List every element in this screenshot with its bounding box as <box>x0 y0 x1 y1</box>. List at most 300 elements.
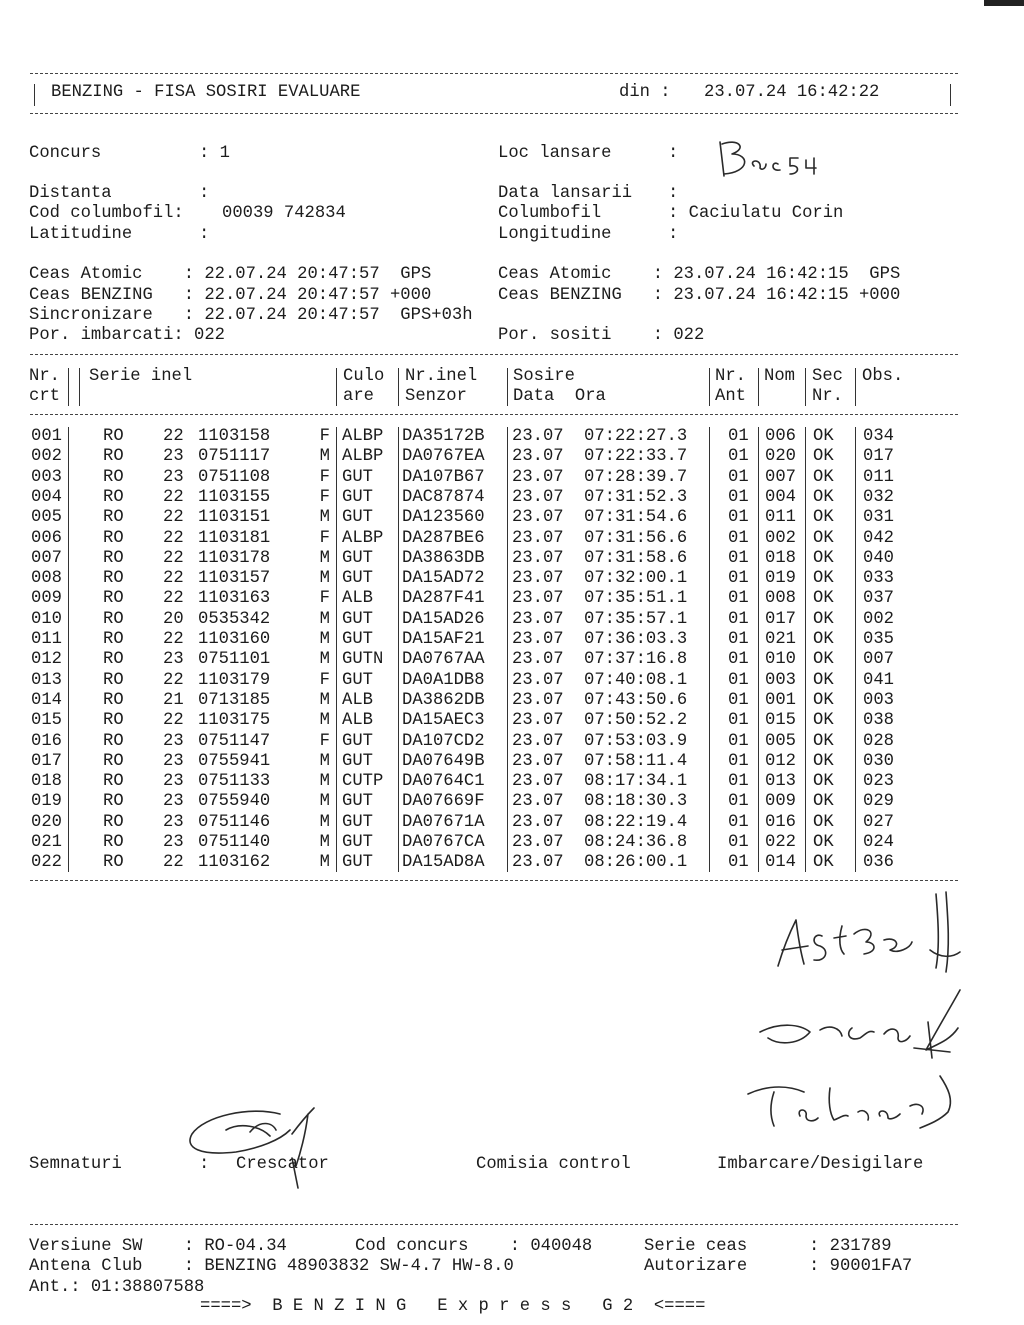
col-culoare-header-2: are <box>343 387 374 406</box>
cell-sensor: DAC87874 <box>402 487 485 507</box>
cell-sensor: DA15AD8A <box>402 853 485 873</box>
cell-obs: 032 <box>863 487 894 507</box>
cell-time: 07:35:57.1 <box>584 609 688 629</box>
cell-time: 07:28:39.7 <box>584 467 688 487</box>
cell-color: ALBP <box>342 528 384 548</box>
cell-year: 23 <box>163 731 184 751</box>
body-col-sep <box>758 427 759 872</box>
cell-date: 23.07 <box>512 467 564 487</box>
cell-sensor: DA0A1DB8 <box>402 670 485 690</box>
cell-date: 23.07 <box>512 711 564 731</box>
cell-country: RO <box>103 447 124 467</box>
table-row <box>0 853 1024 873</box>
cell-nr: 003 <box>31 467 62 487</box>
cell-ant: 01 <box>728 569 749 589</box>
cell-year: 21 <box>163 690 184 710</box>
cell-date: 23.07 <box>512 630 564 649</box>
table-row <box>0 488 1024 508</box>
cell-sex: M <box>319 569 330 589</box>
cell-ring: 1103155 <box>198 487 271 507</box>
cell-ant: 01 <box>728 548 749 568</box>
cell-time: 07:50:52.2 <box>584 711 688 731</box>
cell-ring: 0751101 <box>198 650 271 670</box>
cell-nom: 010 <box>765 650 796 670</box>
cell-sec: OK <box>813 650 834 670</box>
serie-ceas: Serie ceas : 231789 <box>644 1237 892 1256</box>
cell-sex: M <box>319 751 330 771</box>
cell-date: 23.07 <box>512 528 564 548</box>
cell-obs: 038 <box>863 711 894 731</box>
cell-sensor: DA0767AA <box>402 650 485 670</box>
cell-time: 08:18:30.3 <box>584 792 688 812</box>
cell-ring: 0751108 <box>198 467 271 487</box>
cell-year: 22 <box>163 711 184 731</box>
cell-color: ALBP <box>342 447 384 467</box>
cell-year: 23 <box>163 812 184 832</box>
cell-nom: 009 <box>765 792 796 812</box>
cell-date: 23.07 <box>512 772 564 792</box>
cell-sec: OK <box>813 447 834 467</box>
cod-concurs: Cod concurs : 040048 <box>355 1237 593 1256</box>
body-col-sep <box>68 427 69 872</box>
cell-date: 23.07 <box>512 853 564 873</box>
cell-nom: 019 <box>765 569 796 589</box>
cell-nr: 006 <box>31 528 62 548</box>
cell-color: GUT <box>342 569 373 589</box>
cell-nr: 012 <box>31 650 62 670</box>
cell-sex: F <box>319 589 330 609</box>
col-sec-header-2: Nr. <box>812 387 843 406</box>
cell-sec: OK <box>813 772 834 792</box>
cell-time: 08:22:19.4 <box>584 812 688 832</box>
cell-country: RO <box>103 508 124 528</box>
cell-sensor: DA287F41 <box>402 589 485 609</box>
cell-obs: 003 <box>863 690 894 710</box>
cell-sex: F <box>319 467 330 487</box>
cell-ring: 1103175 <box>198 711 271 731</box>
cell-nr: 007 <box>31 548 62 568</box>
header-top-rule <box>30 73 958 74</box>
por-imbarcati: Por. imbarcati: 022 <box>29 326 225 345</box>
cell-nr: 008 <box>31 569 62 589</box>
cell-ant: 01 <box>728 528 749 548</box>
table-row <box>0 508 1024 528</box>
cell-ant: 01 <box>728 751 749 771</box>
cell-obs: 033 <box>863 569 894 589</box>
commission-signature-2 <box>750 988 965 1068</box>
cell-obs: 030 <box>863 751 894 771</box>
cod-columbofil-label: Cod columbofil: <box>29 204 184 223</box>
cell-time: 08:24:36.8 <box>584 833 688 852</box>
cell-sensor: DA0767CA <box>402 833 485 852</box>
crescator-label: Crescator <box>236 1155 329 1174</box>
cell-country: RO <box>103 690 124 710</box>
cell-time: 07:36:03.3 <box>584 630 688 649</box>
cell-ring: 1103162 <box>198 853 271 873</box>
cell-sec: OK <box>813 548 834 568</box>
body-col-sep <box>805 427 806 872</box>
cell-time: 07:35:51.1 <box>584 589 688 609</box>
cell-ring: 1103158 <box>198 427 271 446</box>
table-row <box>0 650 1024 670</box>
cell-time: 07:37:16.8 <box>584 650 688 670</box>
cell-nom: 007 <box>765 467 796 487</box>
col-nr-header: Nr. <box>29 367 60 386</box>
cell-color: ALBP <box>342 427 384 446</box>
cell-obs: 017 <box>863 447 894 467</box>
cell-color: GUT <box>342 751 373 771</box>
cell-country: RO <box>103 812 124 832</box>
cell-date: 23.07 <box>512 508 564 528</box>
commission-signature-1 <box>760 888 970 988</box>
cell-color: ALB <box>342 690 373 710</box>
cell-time: 07:58:11.4 <box>584 751 688 771</box>
cell-ring: 0751133 <box>198 772 271 792</box>
cell-nr: 022 <box>31 853 62 873</box>
cell-country: RO <box>103 548 124 568</box>
header-col-sep <box>79 368 80 406</box>
por-sositi: Por. sositi : 022 <box>498 326 705 345</box>
cell-country: RO <box>103 609 124 629</box>
cell-sex: F <box>319 670 330 690</box>
cell-year: 23 <box>163 650 184 670</box>
cell-nr: 005 <box>31 508 62 528</box>
cell-country: RO <box>103 427 124 446</box>
table-row <box>0 468 1024 488</box>
header-col-sep <box>68 368 69 406</box>
cell-ring: 1103163 <box>198 589 271 609</box>
cell-sec: OK <box>813 731 834 751</box>
cell-ant: 01 <box>728 508 749 528</box>
body-col-sep <box>507 427 508 872</box>
crescator-signature <box>180 1100 330 1190</box>
cell-sex: M <box>319 772 330 792</box>
cell-color: CUTP <box>342 772 384 792</box>
cell-sex: M <box>319 853 330 873</box>
cell-sex: M <box>319 792 330 812</box>
cell-date: 23.07 <box>512 569 564 589</box>
cell-year: 22 <box>163 630 184 649</box>
table-row <box>0 529 1024 549</box>
cell-nr: 016 <box>31 731 62 751</box>
data-lansarii-label: Data lansarii <box>498 184 633 203</box>
cell-country: RO <box>103 569 124 589</box>
cell-color: GUT <box>342 467 373 487</box>
cell-obs: 027 <box>863 812 894 832</box>
cell-sex: M <box>319 447 330 467</box>
versiune-sw: Versiune SW : RO-04.34 <box>29 1237 287 1256</box>
semnaturi-sep: : <box>199 1155 210 1174</box>
cell-sensor: DA107CD2 <box>402 731 485 751</box>
cell-sensor: DA15AD72 <box>402 569 485 589</box>
body-col-sep <box>336 427 337 872</box>
cell-date: 23.07 <box>512 792 564 812</box>
cell-time: 07:22:33.7 <box>584 447 688 467</box>
cell-ant: 01 <box>728 690 749 710</box>
cell-sec: OK <box>813 711 834 731</box>
document-title: BENZING - FISA SOSIRI EVALUARE <box>51 83 361 102</box>
cell-ring: 0535342 <box>198 609 271 629</box>
table-row <box>0 589 1024 609</box>
col-sec-header-1: Sec <box>812 367 843 386</box>
cell-country: RO <box>103 792 124 812</box>
cell-sex: M <box>319 711 330 731</box>
distanta-label: Distanta <box>29 184 112 203</box>
cell-nr: 015 <box>31 711 62 731</box>
cell-sensor: DA287BE6 <box>402 528 485 548</box>
cell-ant: 01 <box>728 670 749 690</box>
table-row <box>0 732 1024 752</box>
col-nrant-header-2: Ant <box>715 387 746 406</box>
cell-date: 23.07 <box>512 487 564 507</box>
cell-sensor: DA07649B <box>402 751 485 771</box>
cell-nom: 001 <box>765 690 796 710</box>
cell-ant: 01 <box>728 467 749 487</box>
benzing-express-banner: ====> B E N Z I N G E x p r e s s G 2 <==== <box>200 1297 706 1316</box>
header-col-sep <box>507 368 508 406</box>
col-crt-header: crt <box>29 387 60 406</box>
antena-club: Antena Club : BENZING 48903832 SW-4.7 HW-8.0 <box>29 1257 514 1276</box>
cell-color: GUT <box>342 548 373 568</box>
cell-sec: OK <box>813 792 834 812</box>
table-row <box>0 427 1024 447</box>
cell-time: 07:31:52.3 <box>584 487 688 507</box>
cell-date: 23.07 <box>512 589 564 609</box>
cell-sex: M <box>319 609 330 629</box>
cell-sex: F <box>319 731 330 751</box>
cell-nr: 017 <box>31 751 62 771</box>
cell-ring: 1103151 <box>198 508 271 528</box>
imbarcare-desigilare-label: Imbarcare/Desigilare <box>717 1155 924 1174</box>
cell-color: GUT <box>342 853 373 873</box>
cell-ant: 01 <box>728 427 749 446</box>
header-col-sep <box>758 368 759 406</box>
cell-date: 23.07 <box>512 690 564 710</box>
cell-country: RO <box>103 650 124 670</box>
cell-date: 23.07 <box>512 548 564 568</box>
cell-time: 07:53:03.9 <box>584 731 688 751</box>
loc-lansare-sep: : <box>668 144 679 163</box>
cell-date: 23.07 <box>512 670 564 690</box>
print-datetime: 23.07.24 16:42:22 <box>704 83 880 102</box>
cell-sex: M <box>319 833 330 852</box>
cell-time: 08:26:00.1 <box>584 853 688 873</box>
cell-color: GUT <box>342 508 373 528</box>
cell-year: 22 <box>163 670 184 690</box>
cell-ant: 01 <box>728 487 749 507</box>
table-row <box>0 711 1024 731</box>
longitudine-value: : <box>668 225 679 244</box>
cell-nom: 004 <box>765 487 796 507</box>
cell-ring: 0751146 <box>198 812 271 832</box>
header-left-bar <box>34 84 35 106</box>
cell-color: ALB <box>342 711 373 731</box>
body-col-sep <box>398 427 399 872</box>
cell-time: 08:17:34.1 <box>584 772 688 792</box>
cell-sec: OK <box>813 751 834 771</box>
cell-ant: 01 <box>728 447 749 467</box>
cell-sensor: DA0764C1 <box>402 772 485 792</box>
ceas-benzing-start: Ceas BENZING : 22.07.24 20:47:57 +000 <box>29 286 432 305</box>
table-row <box>0 833 1024 853</box>
cell-country: RO <box>103 772 124 792</box>
cell-year: 23 <box>163 772 184 792</box>
data-lansarii-value: : <box>668 184 679 203</box>
cell-obs: 011 <box>863 467 894 487</box>
cell-nr: 014 <box>31 690 62 710</box>
cell-ant: 01 <box>728 853 749 873</box>
columbofil-value: : Caciulatu Corin <box>668 204 844 223</box>
col-obs-header: Obs. <box>862 367 904 386</box>
cell-country: RO <box>103 467 124 487</box>
table-top-rule <box>30 354 958 355</box>
table-row <box>0 671 1024 691</box>
columbofil-label: Columbofil <box>498 204 602 223</box>
cell-nom: 006 <box>765 427 796 446</box>
header-col-sep <box>336 368 337 406</box>
cell-date: 23.07 <box>512 650 564 670</box>
autorizare: Autorizare : 90001FA7 <box>644 1257 913 1276</box>
cell-sex: M <box>319 812 330 832</box>
cell-nom: 016 <box>765 812 796 832</box>
cell-date: 23.07 <box>512 812 564 832</box>
cell-nom: 020 <box>765 447 796 467</box>
cell-sex: M <box>319 690 330 710</box>
loc-lansare-handwritten <box>714 138 854 183</box>
cell-sex: F <box>319 528 330 548</box>
cell-obs: 035 <box>863 630 894 649</box>
cell-nom: 014 <box>765 853 796 873</box>
table-row <box>0 813 1024 833</box>
cell-country: RO <box>103 751 124 771</box>
cell-country: RO <box>103 528 124 548</box>
cod-columbofil-value: 00039 742834 <box>222 204 346 223</box>
table-row <box>0 691 1024 711</box>
cell-sensor: DA123560 <box>402 508 485 528</box>
loc-lansare-label: Loc lansare <box>498 144 612 163</box>
ceas-atomic-start: Ceas Atomic : 22.07.24 20:47:57 GPS <box>29 265 432 284</box>
body-col-sep <box>855 427 856 872</box>
cell-ring: 1103157 <box>198 569 271 589</box>
cell-obs: 031 <box>863 508 894 528</box>
col-nom-header: Nom <box>764 367 795 386</box>
cell-time: 07:43:50.6 <box>584 690 688 710</box>
cell-obs: 036 <box>863 853 894 873</box>
cell-ring: 1103179 <box>198 670 271 690</box>
cell-nom: 022 <box>765 833 796 852</box>
table-row <box>0 569 1024 589</box>
cell-obs: 029 <box>863 792 894 812</box>
concurs-label: Concurs <box>29 144 102 163</box>
header-col-sep <box>805 368 806 406</box>
cell-time: 07:40:08.1 <box>584 670 688 690</box>
cell-year: 23 <box>163 467 184 487</box>
cell-color: GUT <box>342 731 373 751</box>
ceas-atomic-end: Ceas Atomic : 23.07.24 16:42:15 GPS <box>498 265 901 284</box>
table-row <box>0 549 1024 569</box>
cell-sex: M <box>319 548 330 568</box>
cell-ant: 01 <box>728 589 749 609</box>
cell-date: 23.07 <box>512 731 564 751</box>
cell-sensor: DA15AD26 <box>402 609 485 629</box>
cell-nr: 021 <box>31 833 62 852</box>
cell-nom: 008 <box>765 589 796 609</box>
cell-ant: 01 <box>728 650 749 670</box>
cell-year: 23 <box>163 792 184 812</box>
cell-color: GUTN <box>342 650 384 670</box>
header-right-bar <box>950 84 951 106</box>
cell-date: 23.07 <box>512 609 564 629</box>
cell-nr: 011 <box>31 630 62 649</box>
latitudine-value: : <box>199 225 210 244</box>
cell-sec: OK <box>813 812 834 832</box>
cell-ring: 0751117 <box>198 447 271 467</box>
cell-obs: 028 <box>863 731 894 751</box>
cell-color: GUT <box>342 792 373 812</box>
cell-obs: 007 <box>863 650 894 670</box>
cell-nr: 013 <box>31 670 62 690</box>
col-nrinel-header-1: Nr.inel <box>405 367 478 386</box>
cell-year: 22 <box>163 508 184 528</box>
cell-ring: 0713185 <box>198 690 271 710</box>
cell-nr: 020 <box>31 812 62 832</box>
cell-color: GUT <box>342 630 373 649</box>
cell-nom: 017 <box>765 609 796 629</box>
cell-sensor: DA107B67 <box>402 467 485 487</box>
cell-ant: 01 <box>728 792 749 812</box>
cell-year: 23 <box>163 447 184 467</box>
col-nrinel-header-2: Senzor <box>405 387 467 406</box>
cell-year: 22 <box>163 589 184 609</box>
cell-ring: 0751140 <box>198 833 271 852</box>
comisia-control-label: Comisia control <box>476 1155 631 1174</box>
cell-sensor: DA35172B <box>402 427 485 446</box>
cell-sex: M <box>319 650 330 670</box>
cell-sensor: DA3862DB <box>402 690 485 710</box>
cell-time: 07:31:54.6 <box>584 508 688 528</box>
header-col-sep <box>855 368 856 406</box>
cell-sec: OK <box>813 589 834 609</box>
footer-top-rule <box>30 1224 958 1225</box>
cell-country: RO <box>103 670 124 690</box>
cell-year: 22 <box>163 548 184 568</box>
latitudine-label: Latitudine <box>29 225 133 244</box>
cell-year: 22 <box>163 487 184 507</box>
body-col-sep <box>709 427 710 872</box>
cell-sensor: DA07669F <box>402 792 485 812</box>
cell-color: GUT <box>342 670 373 690</box>
cell-ring: 0755941 <box>198 751 271 771</box>
cell-sex: F <box>319 427 330 446</box>
cell-ant: 01 <box>728 812 749 832</box>
table-row <box>0 630 1024 650</box>
cell-country: RO <box>103 853 124 873</box>
cell-obs: 023 <box>863 772 894 792</box>
cell-ant: 01 <box>728 630 749 649</box>
cell-sec: OK <box>813 670 834 690</box>
cell-ant: 01 <box>728 731 749 751</box>
cell-nom: 002 <box>765 528 796 548</box>
cell-year: 22 <box>163 528 184 548</box>
cell-country: RO <box>103 833 124 852</box>
cell-year: 23 <box>163 833 184 852</box>
cell-sec: OK <box>813 833 834 852</box>
cell-year: 22 <box>163 427 184 446</box>
cell-color: ALB <box>342 589 373 609</box>
cell-sec: OK <box>813 508 834 528</box>
cell-sec: OK <box>813 487 834 507</box>
cell-color: GUT <box>342 833 373 852</box>
